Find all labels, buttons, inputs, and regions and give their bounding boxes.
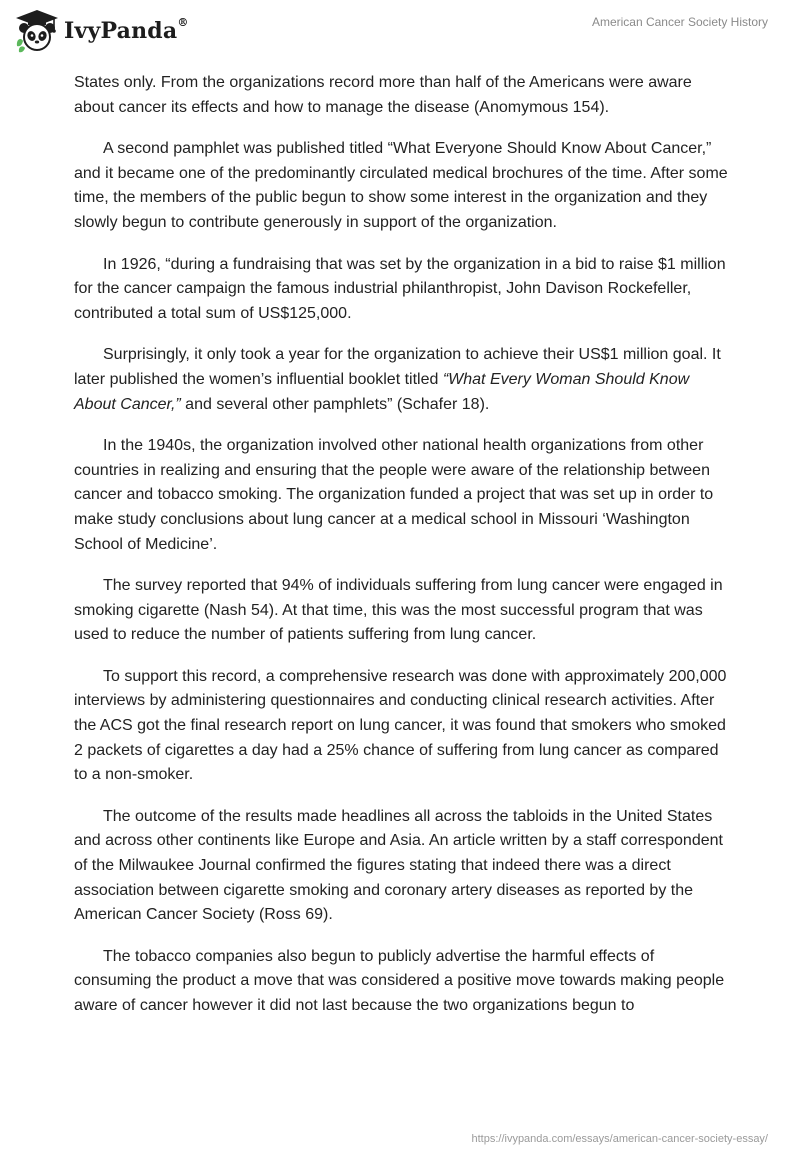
panda-graduate-logo-icon [14, 8, 60, 54]
essay-body [74, 71, 730, 1036]
document-title: American Cancer Society History [591, 15, 768, 29]
booklet-title-italic: “What Every Woman Should Know About Cancer,” [74, 370, 690, 413]
paragraph-3: In 1926, “during a fundraising that was set by the organization in a bid to raise $1 million for the cancer campaign the famous industrial philanthropist, John Davison Rockefeller, contributed a total sum of US$125,000. [74, 255, 726, 322]
ivypanda-logo[interactable] [14, 8, 189, 54]
paragraph-7: To support this record, a comprehensive research was done with approximately 200,000 interviews by administering questionnaires and conducting clinical research activities. After the ACS got the final research report on lung cancer, it was found that smokers who smoked 2 packets of cigarettes a day had a 25% chance of suffering from lung cancer as compared to a non-smoker. [74, 667, 727, 784]
paragraph-4-text-before: Surprisingly, it only took a year for the organization to achieve their US$1 million goal. It later published the women’s influential booklet titled [74, 346, 721, 388]
paragraph-4-text-after: and several other pamphlets” (Schafer 18). [180, 395, 490, 413]
paragraph-1: States only. From the organizations record more than half of the Americans were aware about cancer its effects and how to manage the disease (Anomymous 154). [74, 74, 692, 116]
paragraph-9: The tobacco companies also begun to publicly advertise the harmful effects of consuming the product a move that was considered a positive move towards making people aware of cancer however it did not last because the two organizations begun to [74, 947, 725, 1014]
paragraph-4 [74, 343, 730, 417]
page-header [0, 0, 800, 60]
logo-wordmark: IvyPanda® [64, 16, 189, 44]
source-url[interactable]: https://ivypanda.com/essays/american-cancer-society-essay/ [471, 1133, 768, 1145]
paragraph-8: The outcome of the results made headlines all across the tabloids in the United States and across other continents like Europe and Asia. An article written by a staff correspondent of the Milwaukee Journal confirmed the figures stating that indeed there was a direct association between cigarette smoking and coronary artery diseases as reported by the American Cancer Society (Ross 69). [74, 807, 723, 924]
paragraph-2: A second pamphlet was published titled “What Everyone Should Know About Cancer,” and it became one of the predominantly circulated medical brochures of the time. After some time, the members of the public begun to show some interest in the organization and they slowly begun to contribute generously in support of the organization. [74, 140, 728, 231]
paragraph-6: The survey reported that 94% of individuals suffering from lung cancer were engaged in smoking cigarette (Nash 54). At that time, this was the most successful program that was used to reduce the number of patients suffering from lung cancer. [74, 577, 723, 644]
paragraph-5: In the 1940s, the organization involved other national health organizations from other countries in realizing and ensuring that the people were aware of the relationship between cancer and tobacco smoking. The organization funded a project that was set up in order to make study conclusions about lung cancer at a medical school in Missouri ‘Washington School of Medicine’. [74, 437, 714, 553]
